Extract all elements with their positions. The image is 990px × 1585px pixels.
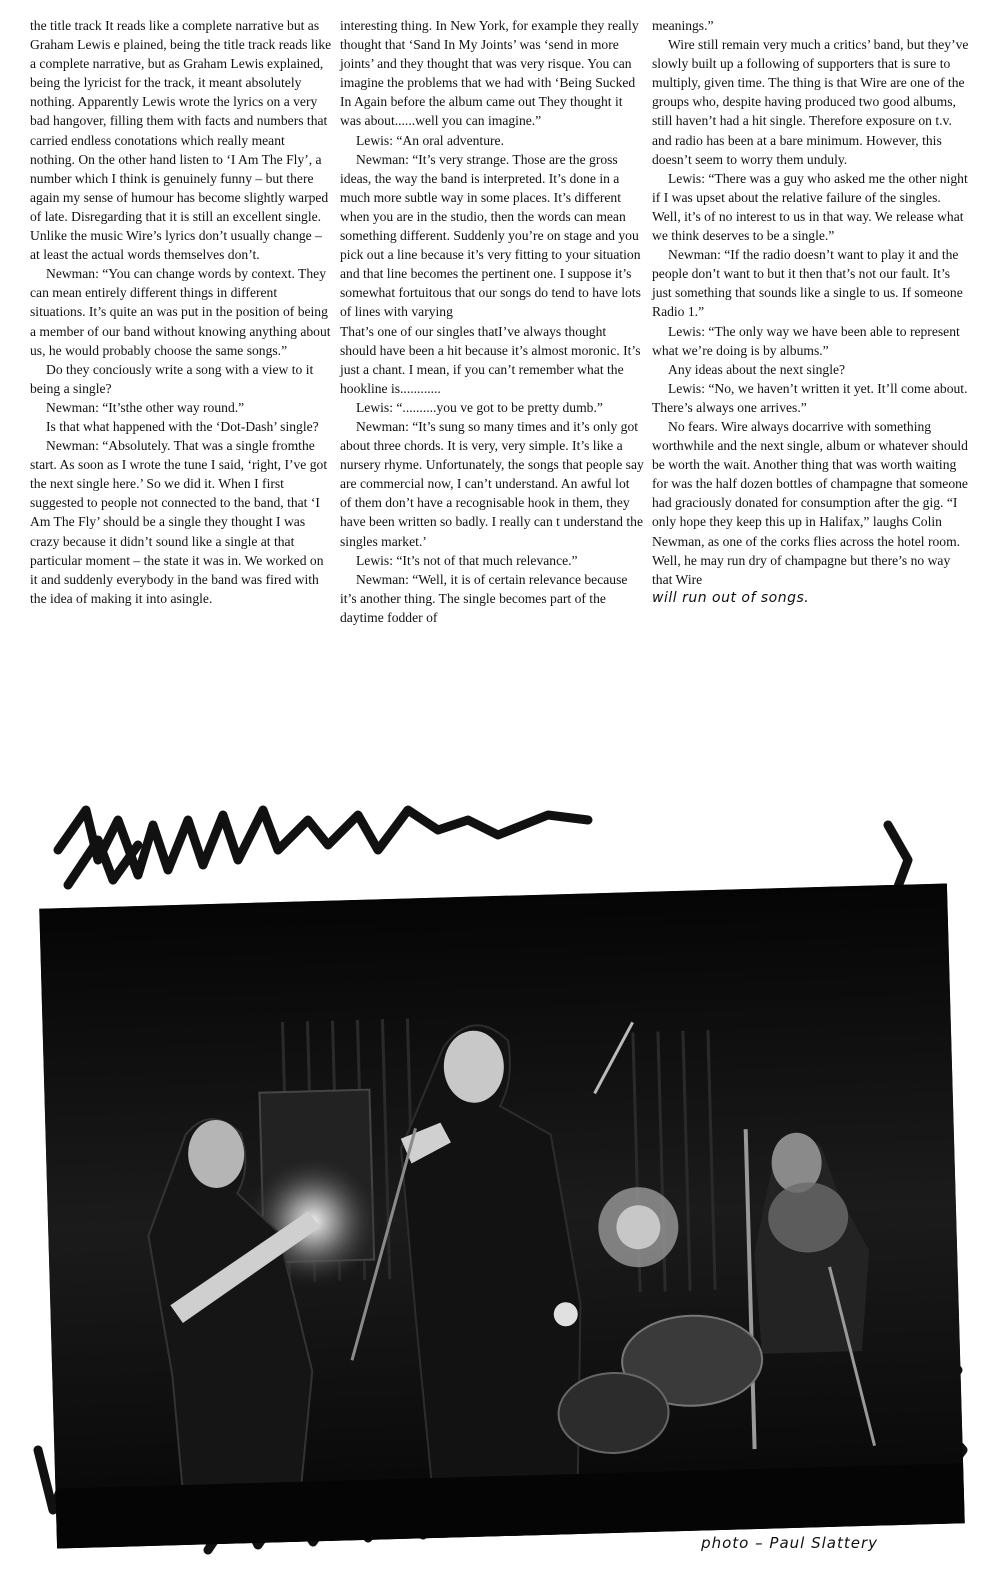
paragraph: Do they conciously write a song with a view to it being a single?	[30, 361, 314, 396]
paragraph: That’s one of our singles thatI’ve always thought should have been a hit because it’s almost moronic. It’s just a chant. I mean, if you can’t remember what the hookline is............	[340, 323, 641, 396]
text-column-3	[652, 16, 969, 608]
paragraph: Radio 1.”	[652, 304, 705, 320]
paragraph: meanings.”	[652, 18, 714, 33]
handwritten-ending: will run out of songs.	[652, 589, 810, 606]
paragraph: Lewis: “It’s not of that much relevance.”	[356, 552, 578, 568]
paragraph: Lewis: “No, we haven’t written it yet. It’ll come about. There’s always one arrives.”	[652, 380, 968, 415]
paragraph: the title track It reads like a complete narrative but as Graham Lewis e plained, being the title track reads like a complete narrative, but as Graham Lewis explained, being the lyricist for the track, it meant absolutely nothing. Apparently Lewis wrote the lyrics on a very bad hangover, filling them with facts and numbers that carried endless conotations which really meant nothing. On the other hand listen to ‘I Am The Fly’, a number which I think is genuinely funny – but there again my sense of humour has become slightly warped of late. Disregarding that it is still an excellent single. Unlike the music Wire’s lyrics don’t usually change – at least the actual words themselves don’t.	[30, 18, 332, 263]
paragraph: Newman: “It’sthe other way round.”	[46, 399, 245, 415]
text-column-2	[340, 16, 644, 627]
band-live-photo	[39, 883, 965, 1548]
paragraph: Is that what happened with the ‘Dot-Dash’ single?	[46, 418, 319, 434]
photo-frame	[28, 790, 978, 1560]
paragraph: Newman: “It’s sung so many times and it’s only got about three chords. It is very, very simple. It’s like a nursery rhyme. Unfortunately, the songs that people say are commercial now, I can’t understand. An awful lot of them don’t have a recognisable hook in them, they have been written so badly. I really can t understand the singles market.’	[340, 418, 644, 549]
photo-credit: photo – Paul Slattery	[701, 1534, 878, 1552]
paragraph: Lewis: “An oral adventure.	[356, 132, 504, 148]
paragraph: Wire still remain very much a critics’ band, but they’ve slowly built up a following of supporters that is sure to multiply, given time. The thing is that Wire are one of the groups who, despite having produced two good albums, still haven’t had a hit single. Therefore exposure on t.v. and radio has been at a bare minimum. However, this doesn’t seem to worry them unduly.	[652, 37, 969, 167]
paragraph: Newman: “It’s very strange. Those are the gross ideas, the way the band is interpreted. It’s done in a much more subtle way in some places. It’s different when you are in the studio, then the words can mean something different. Suddenly you’re on stage and you pick out a line because it’s very fitting to your situation and that line becomes the pertinent one. I suppose it’s somewhat fortuitous that our songs do tend to have lots of lines with varying	[340, 151, 641, 320]
paragraph: Newman: “Well, it is of certain relevance because it’s another thing. The single becomes part of the daytime fodder of	[340, 571, 628, 625]
text-column-1	[30, 16, 333, 608]
paragraph: No fears. Wire always docarrive with something worthwhile and the next single, album or whatever should be worth the wait. Another thing that was worth waiting for was the half dozen bottles of champagne that someone had graciously donated for consumption after the gig. “I only hope they keep this up in Halifax,” laughs Colin Newman, as one of the corks flies across the hotel room. Well, he may run dry of champagne but there’s no way that Wire	[652, 418, 968, 587]
paragraph: Newman: “You can change words by context. They can mean entirely different things in different situations. It’s quite an was put in the position of being a member of our band without knowing anything about us, he would probably choose the same songs.”	[30, 266, 331, 358]
paragraph: Newman: “Absolutely. That was a single fromthe start. As soon as I wrote the tune I said, ‘right, I’ve got the next single here.’ So we did it. When I first suggested to people not connected to the band, that ‘I Am The Fly’ should be a single they thought I was crazy because it didn’t sound like a single at that particular moment – the state it was in. We worked on it and suddenly everybody in the band was fired with the idea of making it into asingle.	[30, 438, 328, 606]
paragraph: Any ideas about the next single?	[668, 361, 846, 377]
paragraph: interesting thing. In New York, for example they really thought that ‘Sand In My Joints’ was ‘send in more joints’ and they thought that was very risque. You can imagine the problems that we had with ‘Being Sucked In Again before the album came out They thought it was about......well you can imagine.”	[340, 18, 639, 129]
paragraph: Lewis: “The only way we have been able to represent what we’re doing is by albums.”	[652, 323, 960, 358]
paragraph: Lewis: “There was a guy who asked me the other night if I was upset about the relative failure of the singles. Well, it’s of no interest to us in that way. We release what we think deserves to be a single.”	[652, 170, 968, 244]
paragraph: Lewis: “..........you ve got to be pretty dumb.”	[356, 399, 603, 415]
paragraph: Newman: “If the radio doesn’t want to play it and the people don’t want to but it then that’s not our fault. It’s just something that sounds like a single to us. If someone	[652, 247, 963, 301]
article-text	[30, 16, 970, 794]
